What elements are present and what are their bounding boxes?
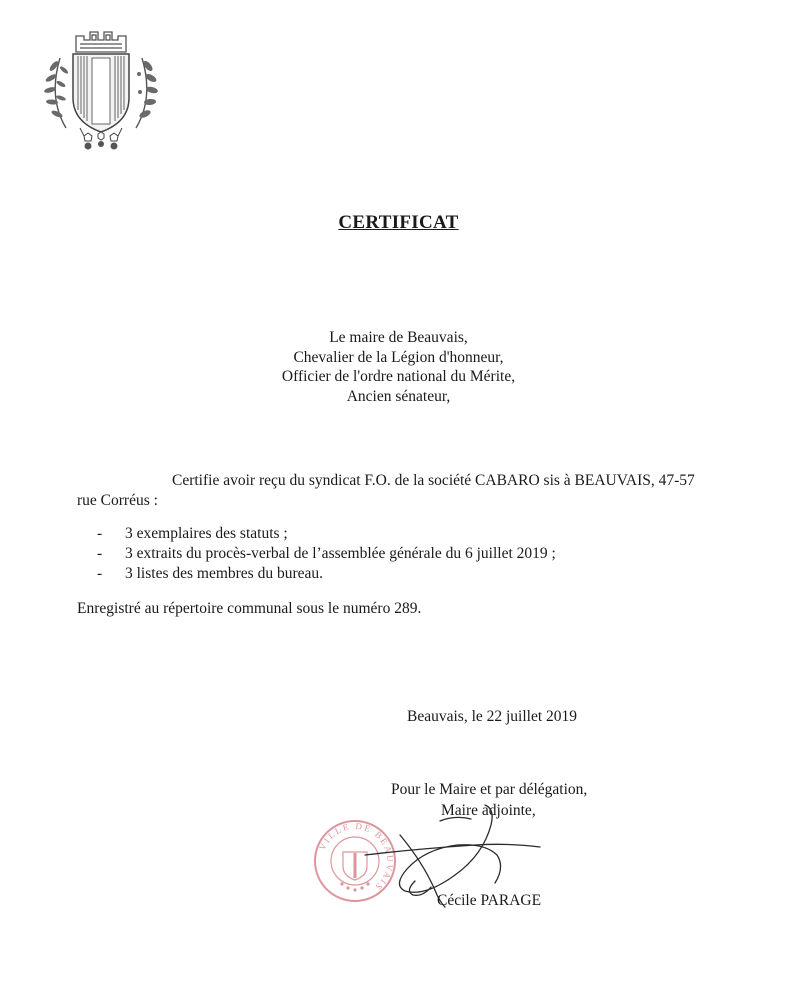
delegation-line: Pour le Maire et par délégation, [391,781,588,798]
list-item [97,524,657,544]
mayor-title-line: Le maire de Beauvais, [329,329,468,346]
mayor-title-line: Officier de l'ordre national du Mérite, [281,368,516,385]
mayor-title-line: Chevalier de la Légion d'honneur, [293,348,504,366]
document-title: CERTIFICAT [338,212,459,233]
list-item-text: 3 exemplaires des statuts ; [125,525,288,542]
list-item [97,564,657,584]
list-marker: - [97,525,103,542]
certification-statement: Certifie avoir reçu du syndicat F.O. de la société CABARO sis à BEAUVAIS, 47-57 [172,472,695,489]
svg-text:VILLE DE BEAUVAIS: VILLE DE BEAUVAIS [317,820,396,894]
mayor-titles [200,328,597,406]
beauvais-coat-of-arms-logo [40,18,162,153]
list-marker: - [97,565,103,582]
place-and-date: Beauvais, le 22 juillet 2019 [407,708,578,725]
mayor-title-line: Ancien sénateur, [346,387,451,405]
registration-statement: Enregistré au répertoire communal sous le numéro 289. [77,600,422,617]
list-item [97,544,657,564]
list-item-text: 3 extraits du procès-verbal de l’assemblée générale du 6 juillet 2019 ; [125,545,556,562]
received-documents-list [97,524,657,584]
signatory-name: Cécile PARAGE [437,892,542,909]
list-item-text: 3 listes des membres du bureau. [125,565,324,582]
deputy-title: Maire adjointe, [441,802,536,819]
list-marker: - [97,545,103,562]
certification-statement-continued: rue Corréus : [77,492,158,509]
